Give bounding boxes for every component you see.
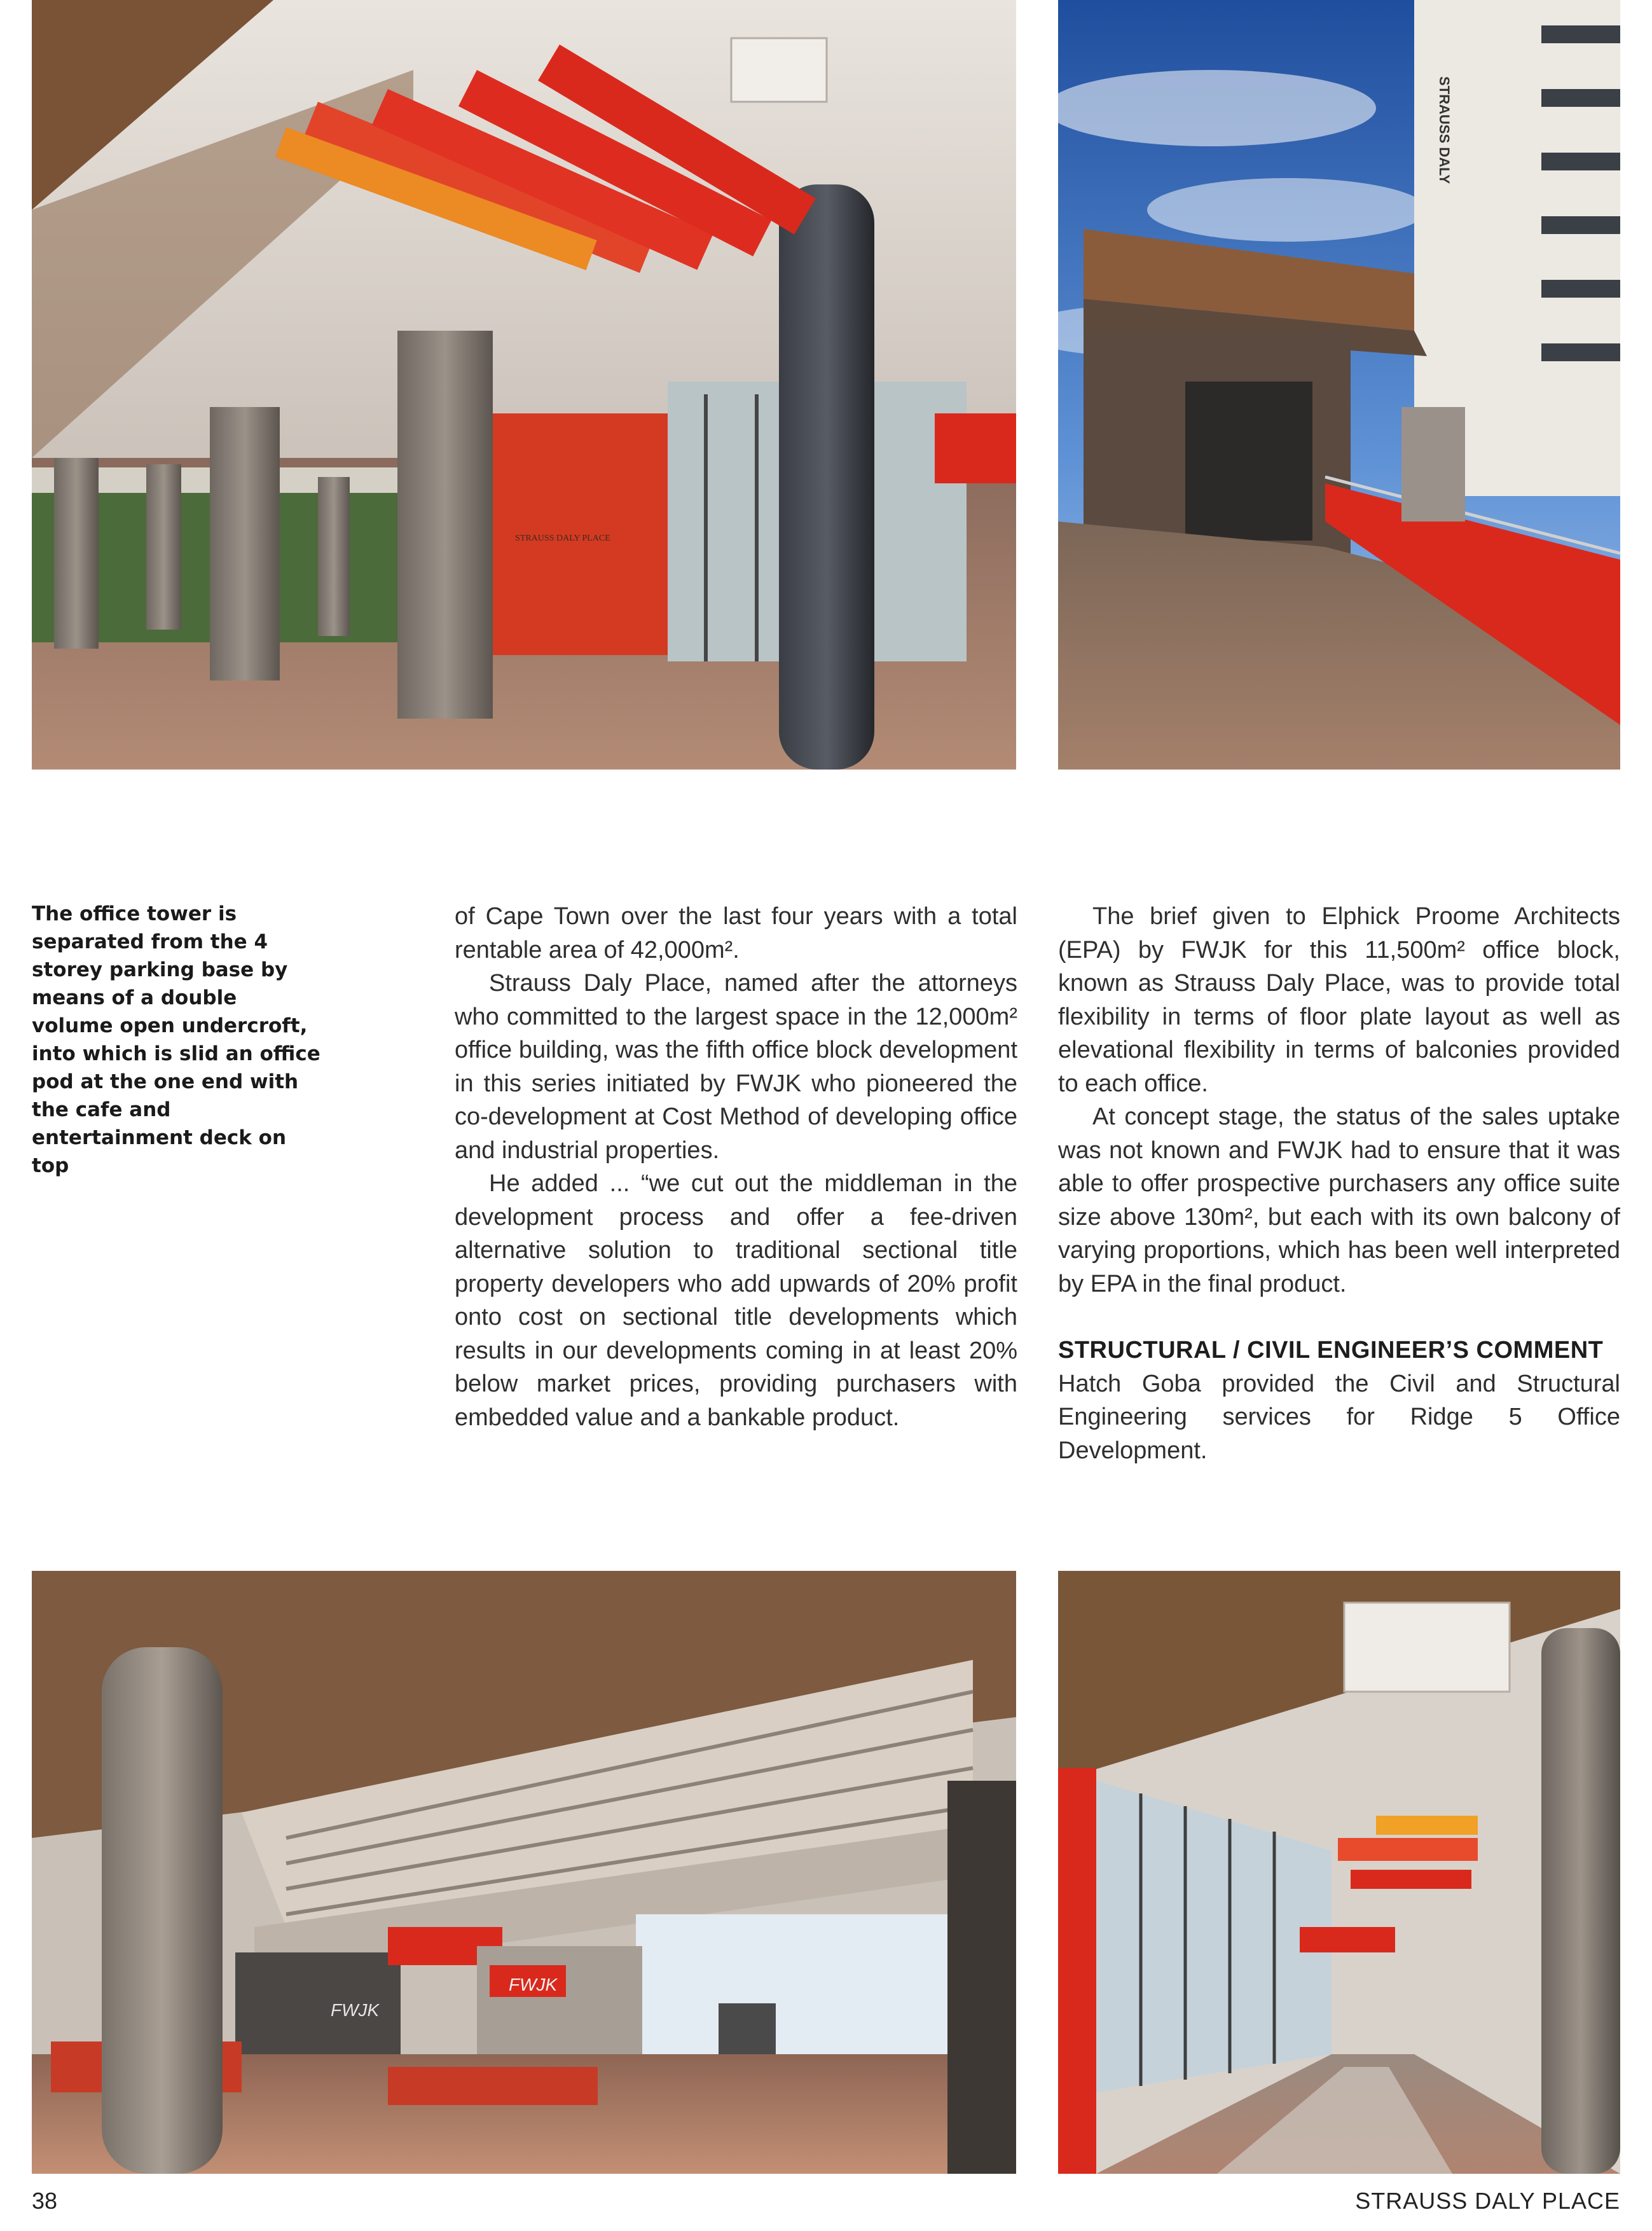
paragraph: Hatch Goba provided the Civil and Structural Engineering services for Ridge 5 Office Development. <box>1058 1370 1620 1464</box>
article-column-right <box>1058 900 1620 1467</box>
photo-undercroft-pod <box>32 1571 1016 2174</box>
photo-caption: The office tower is separated from the 4 storey parking base by means of a double volume open undercroft, into which is slid an office pod at the one end with the cafe and entertainment deck on top <box>32 902 320 1177</box>
paragraph: At concept stage, the status of the sales uptake was not known and FWJK had to ensure that it was able to offer prospective purchasers any office suite size above 130m², but each with its own balcony of varying proportions, which has been well interpreted by EPA in the final product. <box>1058 1103 1620 1297</box>
page-number: 38 <box>32 2188 58 2214</box>
pod-logo: FWJK <box>331 2000 380 2020</box>
paragraph: He added ... “we cut out the middleman in the development process and offer a fee-driven alternative solution to traditional sectional title property developers who add upwards of 20% profit onto cost on sectional title developments which results in our developments coming in at least 20% below market prices, providing purchasers with embedded value and a bankable product. <box>455 1170 1017 1431</box>
section-heading: STRUCTURAL / CIVIL ENGINEER’S COMMENT <box>1058 1337 1604 1364</box>
entrance-wall-signage: STRAUSS DALY PLACE <box>515 534 610 543</box>
photo-undercroft-entrance <box>32 0 1016 770</box>
wall-logo: FWJK <box>509 1975 558 1994</box>
paragraph: Strauss Daly Place, named after the attorneys who committed to the largest space in the 12,000m² office building, was the fifth office block development in this series initiated by FWJK who pioneered the co-development at Cost Method of developing office and industrial properties. <box>455 970 1017 1164</box>
tower-facade-signage: STRAUSS DALY <box>1436 76 1452 184</box>
paragraph: of Cape Town over the last four years with a total rentable area of 42,000m². <box>455 903 1017 964</box>
photo-glazed-corridor <box>1058 1571 1620 2174</box>
paragraph: The brief given to Elphick Proome Architects (EPA) by FWJK for this 11,500m² office block, known as Strauss Daly Place, was to provide total flexibility in terms of floor plate layout as well as elevational flexibility in terms of balconies provided to each office. <box>1058 903 1620 1097</box>
running-title: STRAUSS DALY PLACE <box>1355 2188 1620 2214</box>
article-column-middle <box>455 900 1017 1434</box>
photo-tower-deck <box>1058 0 1620 770</box>
